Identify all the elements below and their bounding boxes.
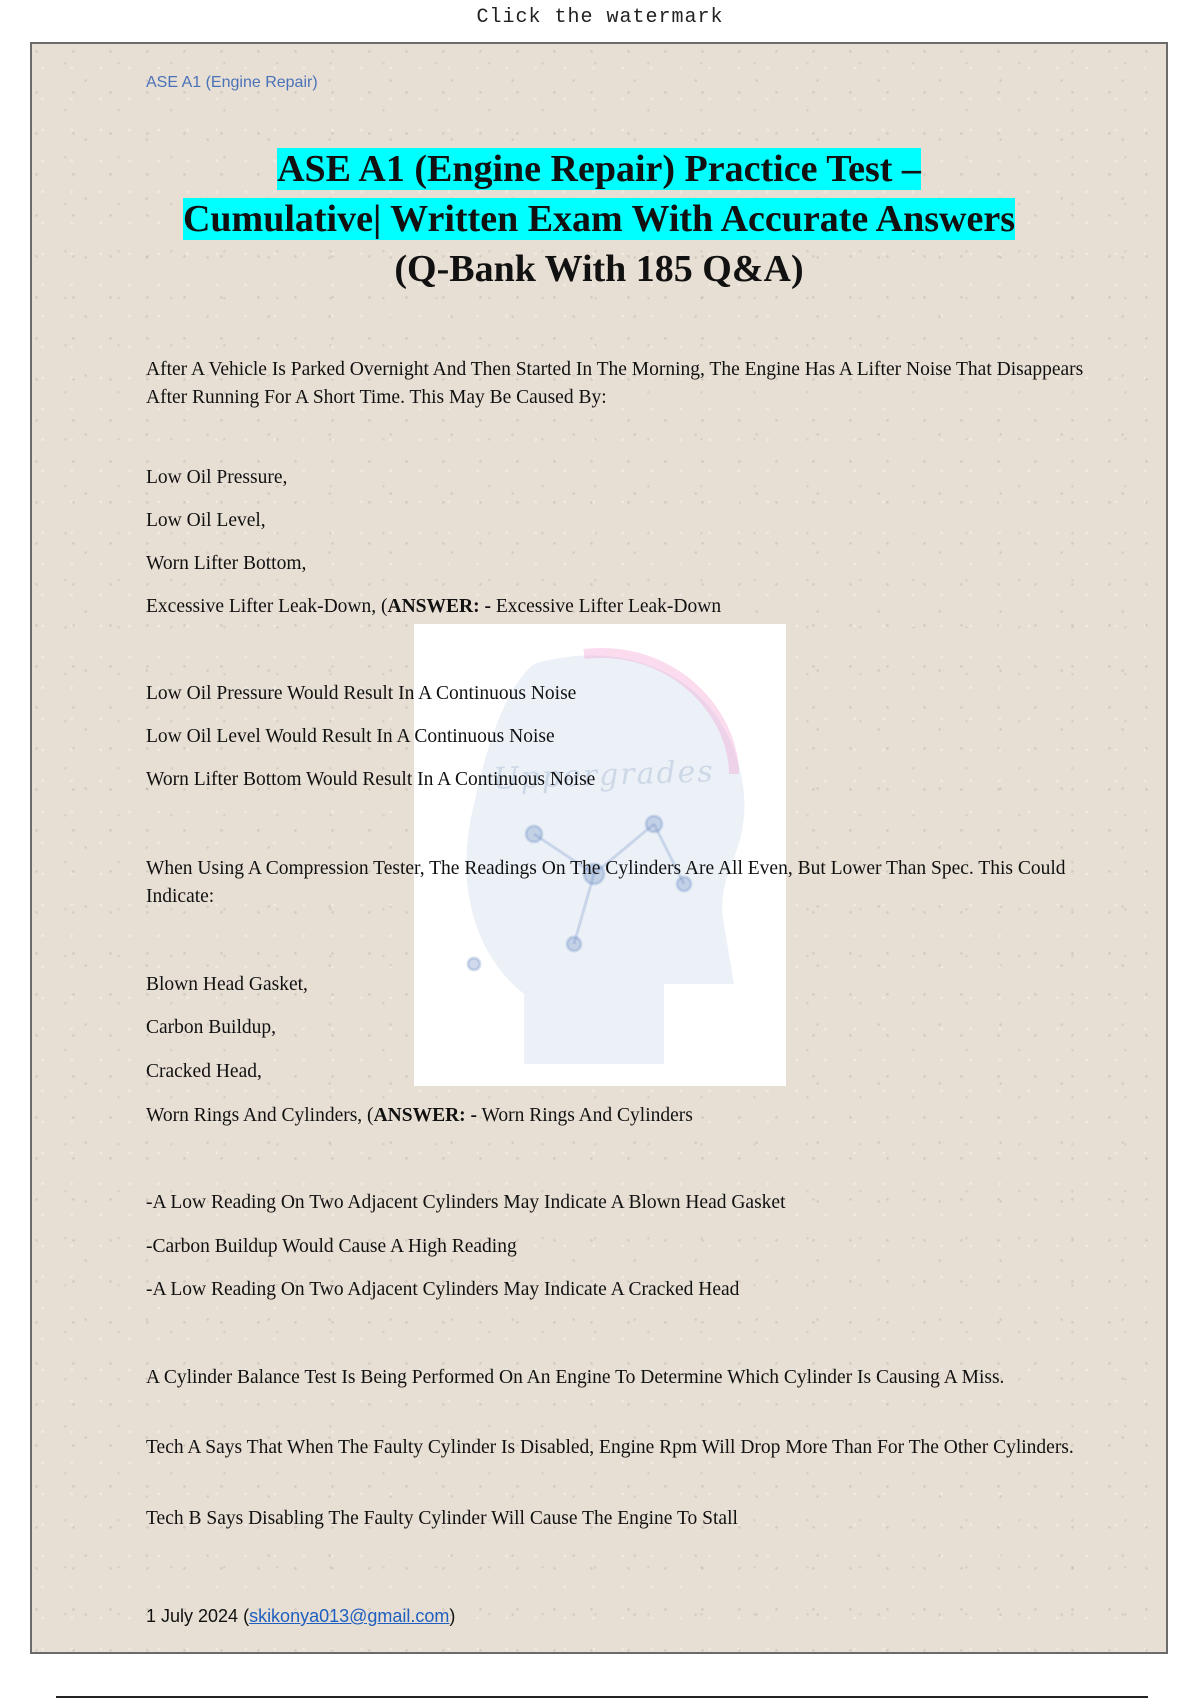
title-line-1: ASE A1 (Engine Repair) Practice Test –: [277, 148, 921, 190]
footer-email-link[interactable]: skikonya013@gmail.com: [249, 1606, 450, 1626]
option-text: Excessive Lifter Leak-Down, (: [146, 596, 388, 617]
answer-label: ANSWER: -: [387, 596, 491, 617]
question-2-option-3: Cracked Head,: [146, 1061, 262, 1082]
document-page: [30, 42, 1168, 1654]
tech-a-line-1: Tech A Says That When The Faulty Cylinder Is Disabled, Engine Rpm Will Drop More Than For The: [146, 1437, 939, 1458]
question-1-line-2: Noise That Disappears After Running For A Short Time. This May Be Caused By:: [146, 359, 1084, 408]
page-footer: [146, 1606, 455, 1627]
divider: [56, 1696, 1148, 1698]
running-header: ASE A1 (Engine Repair): [146, 74, 318, 91]
watermark-text: Uppergrades: [492, 754, 716, 797]
answer-label: ANSWER: -: [373, 1105, 478, 1126]
question-1-option-3: Worn Lifter Bottom,: [146, 553, 307, 574]
question-2-line-2: Spec. This Could Indicate:: [146, 858, 1066, 907]
title-line-2: Cumulative| Written Exam With Accurate Answers: [182, 198, 1016, 240]
answer-value: Worn Rings And Cylinders: [477, 1105, 693, 1126]
question-2-explanation-1: -A Low Reading On Two Adjacent Cylinders May Indicate A Blown Head Gasket: [146, 1192, 786, 1213]
footer-date: 1 July 2024 (: [146, 1606, 250, 1626]
question-2-explanation-3: -A Low Reading On Two Adjacent Cylinders May Indicate A Cracked Head: [146, 1279, 740, 1300]
footer-close-paren: ): [449, 1606, 456, 1626]
question-1: [146, 356, 1086, 412]
question-1-explanation-2: Low Oil Level Would Result In A Continuous Noise: [146, 726, 555, 747]
question-1-line-1: After A Vehicle Is Parked Overnight And Then Started In The Morning, The Engine Has A Lifter: [146, 359, 902, 380]
question-3-line-1: A Cylinder Balance Test Is Being Performed On An Engine To Determine Which Cylinder Is Causing: [146, 1367, 940, 1388]
question-3-tech-b: Tech B Says Disabling The Faulty Cylinder Will Cause The Engine To Stall: [146, 1508, 738, 1529]
question-2-explanation-2: -Carbon Buildup Would Cause A High Reading: [146, 1236, 517, 1257]
question-2: [146, 855, 1086, 911]
question-1-explanation-3: Worn Lifter Bottom Would Result In A Continuous Noise: [146, 769, 596, 790]
question-3-tech-a: [146, 1434, 1086, 1462]
question-2-option-1: Blown Head Gasket,: [146, 974, 308, 995]
question-1-option-1: Low Oil Pressure,: [146, 467, 288, 488]
question-1-option-4: [146, 593, 1086, 621]
watermark-click-banner[interactable]: Click the watermark: [476, 6, 724, 29]
question-1-explanation-1: Low Oil Pressure Would Result In A Continuous Noise: [146, 683, 577, 704]
document-title: [92, 144, 1106, 294]
question-1-option-2: Low Oil Level,: [146, 510, 266, 531]
tech-a-line-2: Other Cylinders.: [943, 1437, 1074, 1458]
title-line-3: (Q-Bank With 185 Q&A): [394, 248, 804, 290]
question-2-option-4: [146, 1102, 1086, 1130]
option-text: Worn Rings And Cylinders, (: [146, 1105, 374, 1126]
question-2-line-1: When Using A Compression Tester, The Readings On The Cylinders Are All Even, But Lower Than: [146, 858, 927, 879]
question-3: [146, 1364, 1086, 1392]
answer-value: Excessive Lifter Leak-Down: [490, 596, 722, 617]
question-3-line-2: A Miss.: [943, 1367, 1005, 1388]
question-2-option-2: Carbon Buildup,: [146, 1017, 276, 1038]
